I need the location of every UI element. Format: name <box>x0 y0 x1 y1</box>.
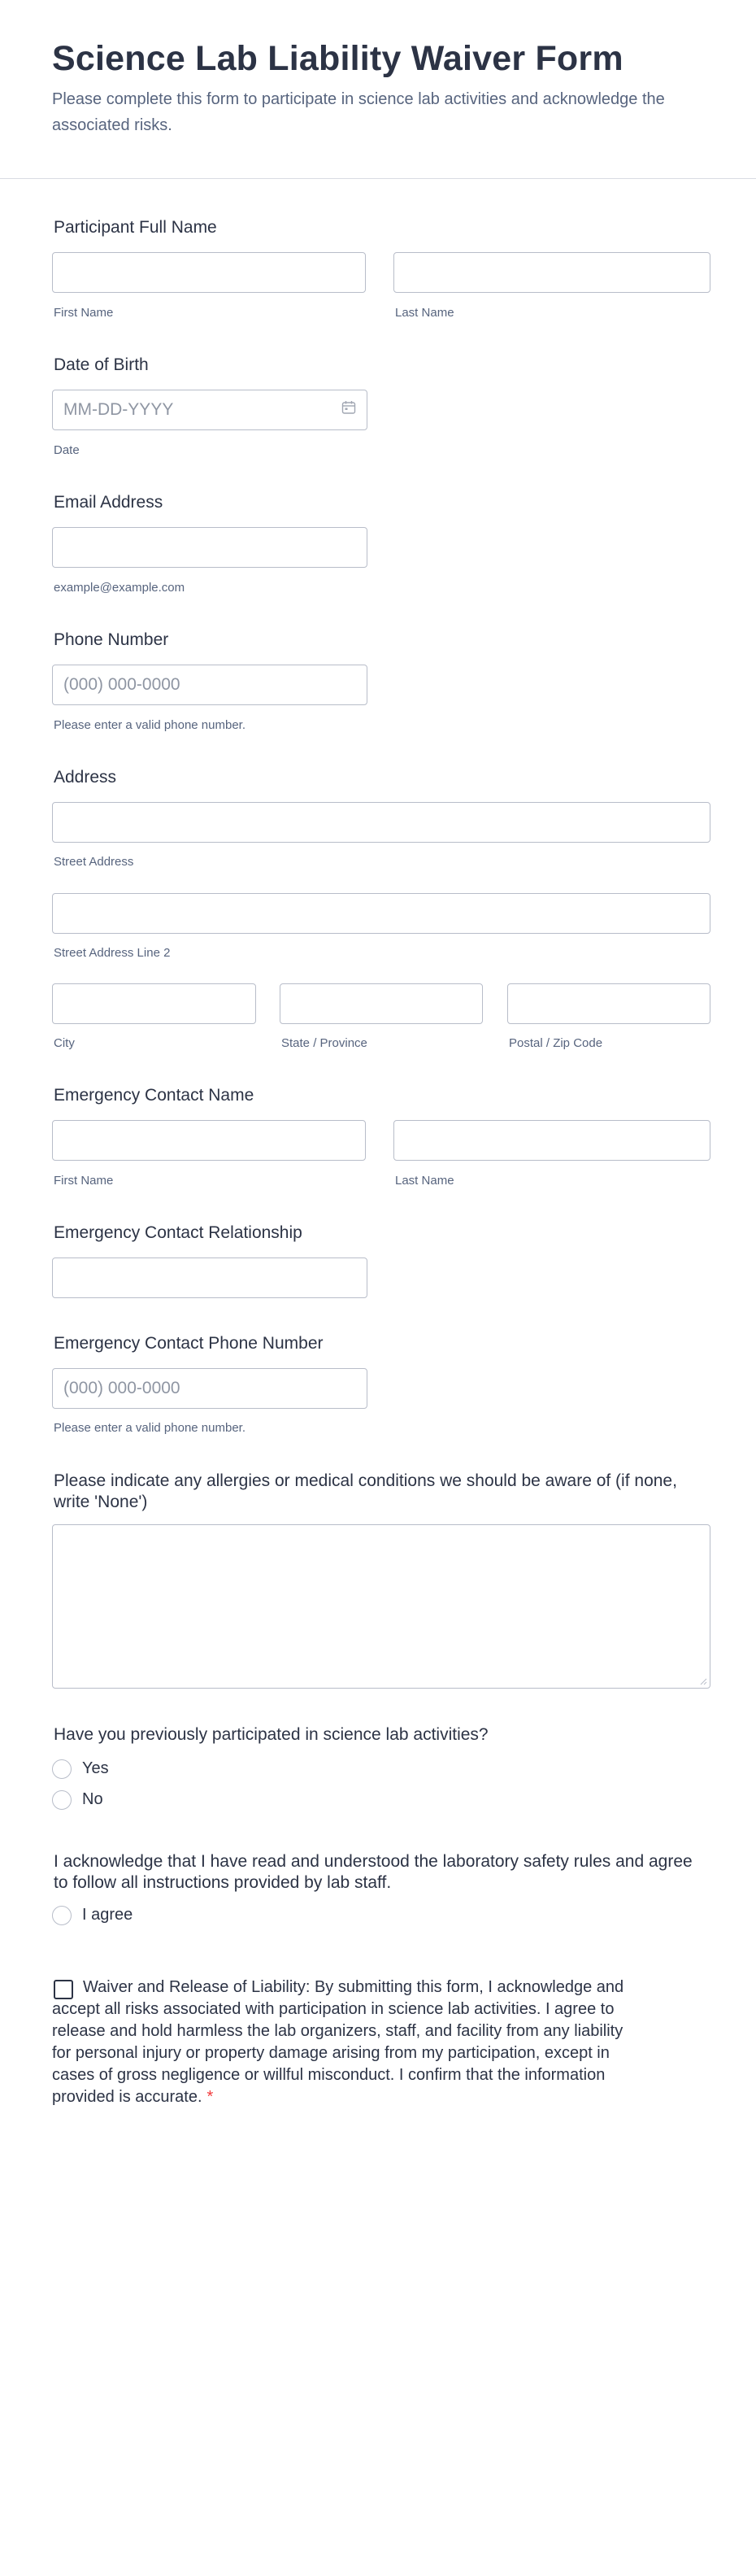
street-address-line2-sublabel: Street Address Line 2 <box>54 946 171 960</box>
emergency-name-label: Emergency Contact Name <box>54 1086 254 1105</box>
phone-sublabel: Please enter a valid phone number. <box>54 718 245 732</box>
emergency-phone-label: Emergency Contact Phone Number <box>54 1334 324 1353</box>
resize-handle-icon[interactable] <box>699 1677 707 1685</box>
email-sublabel: example@example.com <box>54 581 185 595</box>
dob-input[interactable]: MM-DD-YYYY <box>52 390 367 430</box>
street-address-input[interactable] <box>52 802 710 843</box>
calendar-icon[interactable] <box>341 400 356 415</box>
emergency-relationship-label: Emergency Contact Relationship <box>54 1223 302 1242</box>
emergency-relationship-input[interactable] <box>52 1257 367 1298</box>
page-title: Science Lab Liability Waiver Form <box>52 39 623 78</box>
participant-last-name-input[interactable] <box>393 252 710 293</box>
allergies-textarea[interactable] <box>52 1524 710 1689</box>
allergies-label: Please indicate any allergies or medical conditions we should be aware of (if none, write 'None') <box>54 1471 677 1511</box>
email-label: Email Address <box>54 493 163 512</box>
required-asterisk: * <box>206 2088 214 2106</box>
email-input[interactable] <box>52 527 367 568</box>
first-name-sublabel: First Name <box>54 306 114 320</box>
acknowledge-label: I acknowledge that I have read and understood the laboratory safety rules and agree to follow all instructions provided by lab staff. <box>54 1852 693 1892</box>
radio-yes[interactable] <box>52 1759 72 1779</box>
zip-sublabel: Postal / Zip Code <box>509 1036 603 1050</box>
emergency-first-name-input[interactable] <box>52 1120 366 1161</box>
radio-no[interactable] <box>52 1790 72 1810</box>
waiver-text-block <box>52 1977 642 2108</box>
city-input[interactable] <box>52 983 256 1024</box>
street-address-line2-input[interactable] <box>52 893 710 934</box>
emergency-last-name-input[interactable] <box>393 1120 710 1161</box>
dob-sublabel: Date <box>54 443 80 457</box>
zip-input[interactable] <box>507 983 710 1024</box>
emergency-phone-input[interactable]: (000) 000-0000 <box>52 1368 367 1409</box>
waiver-text: Waiver and Release of Liability: By submitting this form, I acknowledge and accept all risks associated with participation in science lab activities. I agree to release and hold harmless the lab organizers, staff, and facility from any liability for personal injury or property damage arising from my participation, except in cases of gross negligence or willful misconduct. I confirm that the information provided is accurate. <box>52 1978 624 2106</box>
phone-input[interactable]: (000) 000-0000 <box>52 665 367 705</box>
phone-label: Phone Number <box>54 630 169 649</box>
emergency-first-name-sublabel: First Name <box>54 1174 114 1188</box>
radio-no-label[interactable]: No <box>82 1790 103 1808</box>
radio-yes-label[interactable]: Yes <box>82 1759 109 1777</box>
city-sublabel: City <box>54 1036 75 1050</box>
emergency-phone-sublabel: Please enter a valid phone number. <box>54 1421 245 1435</box>
participant-first-name-input[interactable] <box>52 252 366 293</box>
page-subtitle: Please complete this form to participate in science lab activities and acknowledge the associated risks. <box>52 90 665 134</box>
state-sublabel: State / Province <box>281 1036 367 1050</box>
previous-participation-label: Have you previously participated in science lab activities? <box>54 1725 489 1744</box>
state-input[interactable] <box>280 983 483 1024</box>
radio-agree-label[interactable]: I agree <box>82 1906 133 1924</box>
participant-name-label: Participant Full Name <box>54 218 217 237</box>
street-address-sublabel: Street Address <box>54 855 134 869</box>
form-header <box>0 0 756 179</box>
radio-agree[interactable] <box>52 1906 72 1925</box>
address-label: Address <box>54 768 117 787</box>
dob-label: Date of Birth <box>54 355 149 374</box>
last-name-sublabel: Last Name <box>395 306 454 320</box>
emergency-last-name-sublabel: Last Name <box>395 1174 454 1188</box>
